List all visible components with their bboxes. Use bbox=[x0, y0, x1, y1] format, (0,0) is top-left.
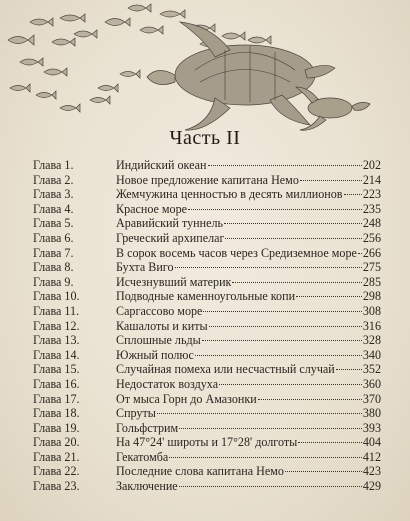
toc-entry bbox=[33, 333, 381, 348]
page-number: 285 bbox=[362, 274, 381, 289]
dot-leader bbox=[179, 428, 362, 429]
chapter-label: Глава 3. bbox=[33, 187, 74, 202]
chapter-title: Новое предложение капитана Немо bbox=[116, 172, 299, 187]
chapter-title: Сплошные льды bbox=[116, 333, 201, 348]
chapter-label: Глава 20. bbox=[33, 435, 80, 450]
chapter-label: Глава 5. bbox=[33, 216, 74, 231]
toc-entry bbox=[33, 158, 381, 173]
toc-entry bbox=[33, 246, 381, 261]
page-number: 404 bbox=[362, 435, 381, 450]
dot-leader bbox=[224, 223, 362, 224]
chapter-label: Глава 22. bbox=[33, 464, 80, 479]
dot-leader bbox=[195, 355, 362, 356]
toc-entry bbox=[33, 187, 381, 202]
page-number: 340 bbox=[362, 347, 381, 362]
chapter-title: Бухта Виго bbox=[116, 260, 174, 275]
chapter-title: Случайная помеха или несчастный случай bbox=[116, 362, 335, 377]
dot-leader bbox=[232, 282, 361, 283]
toc-entry bbox=[33, 406, 381, 421]
sea-turtles-and-fish-engraving bbox=[0, 0, 410, 140]
chapter-title: Спруты bbox=[116, 406, 156, 421]
chapter-label: Глава 10. bbox=[33, 289, 80, 304]
page-number: 316 bbox=[362, 318, 381, 333]
chapter-label: Глава 12. bbox=[33, 318, 80, 333]
dot-leader bbox=[258, 399, 362, 400]
dot-leader bbox=[157, 413, 362, 414]
dot-leader bbox=[344, 194, 362, 195]
dot-leader bbox=[179, 486, 362, 487]
page-number: 266 bbox=[362, 245, 381, 260]
chapter-title: Греческий архипелаг bbox=[116, 230, 225, 245]
large-turtle-icon bbox=[147, 22, 335, 130]
toc-entry bbox=[33, 377, 381, 392]
dot-leader bbox=[300, 180, 362, 181]
page-number: 275 bbox=[362, 260, 381, 275]
chapter-label: Глава 13. bbox=[33, 333, 80, 348]
toc-entry bbox=[33, 289, 381, 304]
toc-entry bbox=[33, 348, 381, 363]
toc-entry bbox=[33, 275, 381, 290]
chapter-title: Красное море bbox=[116, 201, 188, 216]
toc-entry bbox=[33, 421, 381, 436]
chapter-label: Глава 11. bbox=[33, 303, 80, 318]
chapter-title: Саргассово море bbox=[116, 303, 203, 318]
chapter-title: Недостаток воздуха bbox=[116, 376, 219, 391]
table-of-contents bbox=[33, 158, 381, 494]
chapter-title: Заключение bbox=[116, 479, 178, 494]
dot-leader bbox=[358, 253, 362, 254]
toc-entry bbox=[33, 260, 381, 275]
chapter-title: В сорок восемь часов через Средиземное море bbox=[116, 245, 357, 260]
page-number: 202 bbox=[362, 158, 381, 172]
chapter-title: Последние слова капитана Немо bbox=[116, 464, 284, 479]
dot-leader bbox=[203, 311, 361, 312]
page-number: 308 bbox=[362, 303, 381, 318]
page-number: 352 bbox=[362, 362, 381, 377]
toc-entry bbox=[33, 319, 381, 334]
dot-leader bbox=[298, 442, 362, 443]
dot-leader bbox=[169, 457, 362, 458]
toc-entry bbox=[33, 362, 381, 377]
chapter-title: Подводные каменноугольные копи bbox=[116, 289, 296, 304]
toc-entry bbox=[33, 464, 381, 479]
dot-leader bbox=[209, 326, 362, 327]
chapter-title: Аравийский туннель bbox=[116, 216, 224, 231]
chapter-title: Гольфстрим bbox=[116, 420, 179, 435]
chapter-title: От мыса Горн до Амазонки bbox=[116, 391, 257, 406]
page-number: 214 bbox=[362, 172, 381, 187]
toc-entry bbox=[33, 173, 381, 188]
chapter-label: Глава 8. bbox=[33, 260, 74, 275]
chapter-title: Исчезнувший материк bbox=[116, 274, 232, 289]
chapter-label: Глава 9. bbox=[33, 274, 74, 289]
page-number: 412 bbox=[362, 449, 381, 464]
toc-entry bbox=[33, 479, 381, 494]
chapter-label: Глава 23. bbox=[33, 479, 80, 494]
part-title: Часть II bbox=[169, 127, 241, 149]
chapter-label: Глава 14. bbox=[33, 347, 80, 362]
page-number: 370 bbox=[362, 391, 381, 406]
dot-leader bbox=[225, 238, 361, 239]
page-number: 248 bbox=[362, 216, 381, 231]
page-number: 328 bbox=[362, 333, 381, 348]
dot-leader bbox=[296, 296, 362, 297]
page-number: 380 bbox=[362, 406, 381, 421]
page-number: 423 bbox=[362, 464, 381, 479]
dot-leader bbox=[285, 471, 362, 472]
page-number: 393 bbox=[362, 420, 381, 435]
chapter-title: На 47°24' широты и 17°28' долготы bbox=[116, 435, 298, 450]
chapter-title: Жемчужина ценностью в десять миллионов bbox=[116, 187, 343, 202]
chapter-label: Глава 16. bbox=[33, 376, 80, 391]
dot-leader bbox=[202, 340, 362, 341]
chapter-title: Кашалоты и киты bbox=[116, 318, 208, 333]
chapter-label: Глава 7. bbox=[33, 245, 74, 260]
chapter-label: Глава 15. bbox=[33, 362, 80, 377]
chapter-label: Глава 18. bbox=[33, 406, 80, 421]
toc-entry bbox=[33, 435, 381, 450]
toc-entry bbox=[33, 450, 381, 465]
chapter-label: Глава 1. bbox=[33, 158, 74, 172]
page-number: 360 bbox=[362, 376, 381, 391]
chapter-label: Глава 6. bbox=[33, 230, 74, 245]
dot-leader bbox=[336, 369, 362, 370]
chapter-label: Глава 2. bbox=[33, 172, 74, 187]
toc-entry bbox=[33, 202, 381, 217]
toc-entry bbox=[33, 216, 381, 231]
toc-entry bbox=[33, 231, 381, 246]
chapter-label: Глава 4. bbox=[33, 201, 74, 216]
toc-entry bbox=[33, 392, 381, 407]
page-number: 298 bbox=[362, 289, 381, 304]
dot-leader bbox=[175, 267, 362, 268]
page-number: 223 bbox=[362, 187, 381, 202]
toc-entry bbox=[33, 304, 381, 319]
chapter-label: Глава 17. bbox=[33, 391, 80, 406]
chapter-title: Гекатомба bbox=[116, 449, 169, 464]
page-number: 235 bbox=[362, 201, 381, 216]
chapter-label: Глава 19. bbox=[33, 420, 80, 435]
dot-leader bbox=[188, 209, 362, 210]
chapter-title: Индийский океан bbox=[116, 158, 207, 172]
page-number: 429 bbox=[362, 479, 381, 494]
chapter-label: Глава 21. bbox=[33, 449, 80, 464]
dot-leader bbox=[219, 384, 362, 385]
page-number: 256 bbox=[362, 230, 381, 245]
chapter-title: Южный полюс bbox=[116, 347, 194, 362]
dot-leader bbox=[208, 165, 362, 166]
